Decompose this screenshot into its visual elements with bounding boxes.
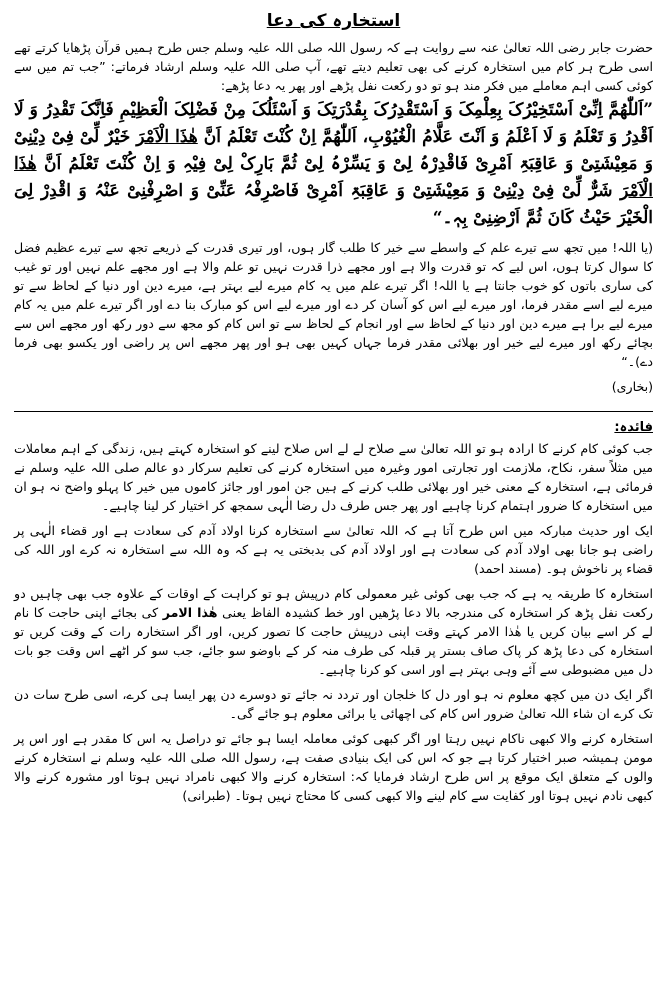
page-title: استخارہ کی دعا: [266, 11, 401, 31]
faida-paragraph-2: [14, 521, 653, 578]
faida-paragraph-3: [14, 584, 653, 679]
faida-p3-text-a: استخارہ کا طریقہ یہ ہے کہ جب بھی کوئی غیر معمولی کام درپیش ہو تو کراہت کے اوقات کے علاوہ جب بھی چاہیں دو رکعت نفل پڑھ کر استخارہ کی مندرجہ بالا دعا پڑھیں اور خط کشیدہ الفاظ یعنی: [14, 586, 653, 620]
reference-bukhari: (بخاری): [611, 379, 653, 394]
faida-p2-text: ایک اور حدیث مبارکہ میں اس طرح آتا ہے کہ اللہ تعالیٰ سے استخارہ کرنا اولاد آدم کی سعادت ہے اور قضاء الٰہی پر راضی ہو جانا بھی اولاد آدم کی سعادت ہے اور اولاد آدم کی بدبختی یہ ہے کہ وہ اللہ سے استخارہ نہ کرے اور اللہ کی قضاء پر ناخوش ہو۔: [14, 523, 653, 576]
translation-paragraph: (یا اللہ! میں تجھ سے تیرے علم کے واسطے سے خیر کا طلب گار ہوں، اور تیری قدرت کے ذریعے تجھ سے تیرے عظیم فضل کا سوال کرتا ہوں، اس لیے کہ تو قدرت والا ہے اور مجھے ذرا قدرت نہیں تو علم والا ہے اور مجھے علم نہیں اور تو غیب کی ساری باتوں کو خوب جانتا ہے یا اللہ! اگر تیرے علم میں یہ کام میرے لیے بہتر ہے، میرے دین اور دنیا کے لحاظ سے تو میرے لیے اسے مقدر فرما، اور میرے لیے اس کو آسان کر دے اور میرے لیے اس کو مبارک بنا دے اور اگر تیرے علم میں یہ کام میرے لیے برا ہے میرے دین اور دنیا کے لحاظ سے اور انجام کے لحاظ سے تو اس کام کو مجھ سے دور رکھ اور مجھے اس سے بچائے رکھ اور میرے لیے خیر اور بھلائی مقدر فرما جہاں کہیں بھی ہو اور پھر مجھے اس پر راضی اور یکسو بھی فرما دے)۔“: [14, 240, 653, 369]
dua-part-1: ”اَللّٰھُمَّ اِنِّیْ اَسْتَخِیْرُکَ بِعِلْمِکَ وَ اَسْتَقْدِرُکَ بِقُدْرَتِکَ وَ اَسْئَلُکَ مِنْ فَضْلِکَ الْعَظِیْمِ فَاِنَّکَ تَقْدِرُ وَ لَا اَقْدِرُ وَ تَعْلَمُ وَ لَا اَعْلَمُ وَ اَنْتَ عَلَّامُ الْغُیُوْبِ، اَللّٰھُمَّ اِنْ کُنْتَ تَعْلَمُ اَنَّ: [14, 100, 654, 147]
faida-p3-marker: ھٰذا الامر: [162, 605, 218, 620]
dua-marker-1: ھٰذَا الْاَمْرَ: [136, 127, 198, 147]
faida-heading: فائدہ:: [614, 420, 653, 435]
intro-paragraph: حضرت جابر رضی اللہ تعالیٰ عنہ سے روایت ہے کہ رسول اللہ صلی اللہ علیہ وسلم جس طرح ہمیں قرآن پڑھایا کرتے تھے اسی طرح ہر کام میں استخارہ کرنے کی بھی تعلیم دیتے تھے، آپ صلی اللہ علیہ وسلم ارشاد فرماتے: ”جب تم میں سے کوئی کسی اہم معاملے میں فکر مند ہو تو دو رکعت نفل پڑھے اور پھر یہ دعا پڑھے:: [14, 40, 653, 93]
arabic-dua: [14, 97, 653, 232]
faida-paragraph-4: اگر ایک دن میں کچھ معلوم نہ ہو اور دل کا خلجان اور تردد نہ جائے تو دوسرے دن پھر ایسا ہی کرے، اسی طرح سات دن تک کرے ان شاء اللہ تعالیٰ ضرور اس کام کی اچھائی یا برائی معلوم ہو جائے گی۔: [14, 687, 653, 721]
faida-p5-reference: (طبرانی): [182, 788, 231, 803]
faida-p2-reference: (مسند احمد): [474, 561, 542, 576]
faida-p3-text-b: کی بجائے اپنی حاجت کا نام لے کر اسے بیان کریں یا ھٰذا الامر کہتے وقت اپنی درپیش حاجت کا تصور کریں، اور اگر استخارہ رات کے وقت کریں تو استخارہ کی دعا پڑھ کر پاک صاف بستر پر قبلہ کی طرف منہ کر کے باوضو سو جائے، جب سو کر اٹھے اس وقت جو بات دل میں مضبوطی سے آئے وہی بہتر ہے اور اسی کو کرنا چاہیے۔: [14, 605, 653, 677]
faida-paragraph-5: [14, 729, 653, 805]
section-divider: [14, 411, 653, 412]
dua-part-3: شَرٌّ لِّیْ فِیْ دِیْنِیْ وَ مَعِیْشَتِیْ وَ عَاقِبَۃِ اَمْرِیْ فَاصْرِفْہُ عَنِّیْ وَ اصْرِفْنِیْ عَنْہُ وَ اقْدِرْ لِیَ الْخَیْرَ حَیْثُ کَانَ ثُمَّ اَرْضِنِیْ بِہٖ۔“: [14, 181, 653, 228]
faida-paragraph-1: جب کوئی کام کرنے کا ارادہ ہو تو اللہ تعالیٰ سے صلاح لے لے اس صلاح لینے کو استخارہ کہتے ہیں، زندگی کے اہم معاملات میں مثلاً سفر، نکاح، ملازمت اور تجارتی امور وغیرہ میں استخارہ کرنے کی تعلیم سرکار دو عالم صلی اللہ علیہ وسلم نے فرمائی ہے، استخارہ کے معنی خیر اور بھلائی طلب کرنے کے ہیں جن امور اور جائز کاموں میں خیر کا پہلو واضح نہ ہو ان میں استخارہ کا ضرور اہتمام کرنا چاہیے اور پھر جس طرف دل رضا الٰہی سمجھ کر اختیار کر لینا چاہیے۔: [14, 441, 653, 513]
dua-marker-2: ھٰذَا الْاَمْرَ: [14, 154, 653, 201]
dua-part-2: خَیْرٌ لِّیْ فِیْ دِیْنِیْ وَ مَعِیْشَتِیْ وَ عَاقِبَۃِ اَمْرِیْ فَاقْدِرْہُ لِیْ وَ یَسِّرْہُ لِیْ ثُمَّ بَارِکْ لِیْ فِیْہِ وَ اِنْ کُنْتَ تَعْلَمُ اَنَّ: [14, 127, 654, 174]
faida-p5-text: استخارہ کرنے والا کبھی ناکام نہیں رہتا اور اگر کبھی کوئی معاملہ ایسا ہو جائے تو دراصل یہ اس کا مقدر ہے اور اس پر مومن ہمیشہ صبر اختیار کرتا ہے جو کہ اس کی ایک بنیادی صفت ہے، رسول اللہ صلی اللہ علیہ وسلم نے استخارہ کرنے والوں کے متعلق ایک موقع پر اس طرح ارشاد فرمایا کہ: استخارہ کرنے والا کبھی نامراد نہیں ہوتا اور مشورہ کرنے والا کبھی نادم نہیں ہوتا اور کفایت سے کام لینے والا کبھی کسی کا محتاج نہیں ہوتا۔: [14, 731, 653, 803]
